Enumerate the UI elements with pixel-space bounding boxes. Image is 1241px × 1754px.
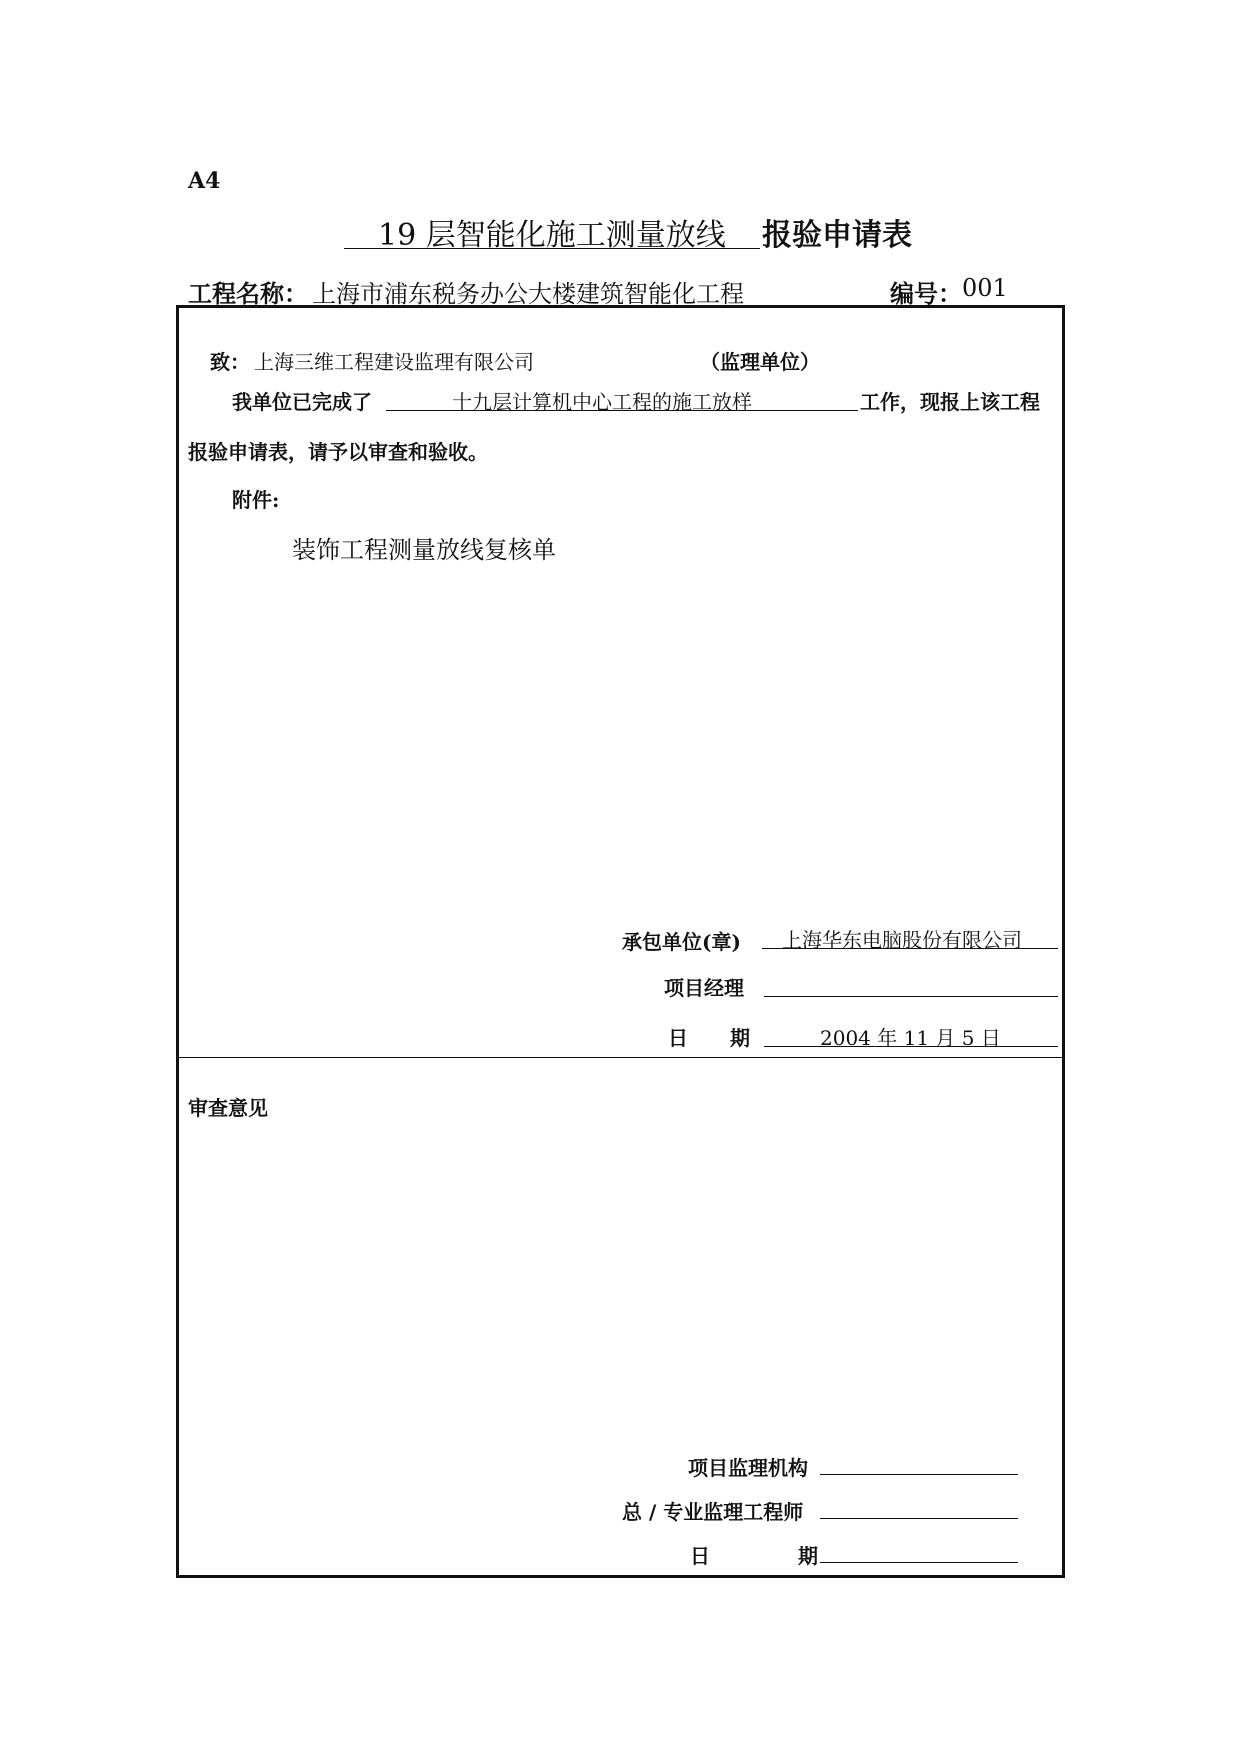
- supervision-agency-label: 项目监理机构: [688, 1456, 808, 1480]
- date-value: 2004 年 11 月 5 日: [820, 1026, 1001, 1050]
- review-date-line: [820, 1538, 1018, 1563]
- supervision-agency-signature-line: [820, 1450, 1018, 1475]
- page-title: 报验申请表: [762, 218, 912, 253]
- date-label-first: 日: [668, 1026, 688, 1050]
- project-manager-signature-line: [764, 972, 1058, 997]
- supervising-engineer-label: 总 / 专业监理工程师: [622, 1500, 804, 1524]
- project-manager-label: 项目经理: [664, 976, 744, 1000]
- project-name-value: 上海市浦东税务办公大楼建筑智能化工程: [312, 280, 744, 308]
- completion-suffix: 工作，现报上该工程: [860, 390, 1040, 414]
- section-divider: [179, 1057, 1062, 1058]
- title-subject: 19 层智能化施工测量放线: [378, 218, 726, 253]
- form-number-label: 编号：: [890, 279, 962, 308]
- to-value: 上海三维工程建设监理有限公司: [254, 350, 534, 374]
- project-name-label: 工程名称：: [188, 279, 308, 308]
- title-subject-underline: [344, 208, 760, 253]
- review-opinion-label: 审查意见: [188, 1096, 268, 1120]
- review-date-label-first: 日: [690, 1544, 710, 1568]
- attachment-item: 装饰工程测量放线复核单: [292, 536, 556, 564]
- contractor-label: 承包单位(章): [622, 930, 741, 954]
- to-label: 致：: [210, 350, 250, 374]
- completion-work-value: 十九层计算机中心工程的施工放样: [452, 390, 752, 414]
- request-text: 报验申请表，请予以审查和验收。: [188, 440, 488, 464]
- contractor-value: 上海华东电脑股份有限公司: [782, 928, 1022, 952]
- date-label-second: 期: [730, 1026, 750, 1050]
- to-role: （监理单位）: [700, 350, 820, 374]
- form-number-value: 001: [962, 274, 1008, 302]
- review-date-label-second: 期: [798, 1544, 818, 1568]
- supervising-engineer-signature-line: [820, 1494, 1018, 1519]
- attachments-label: 附件:: [232, 488, 280, 512]
- completion-prefix: 我单位已完成了: [232, 390, 372, 414]
- form-code: A4: [188, 168, 221, 194]
